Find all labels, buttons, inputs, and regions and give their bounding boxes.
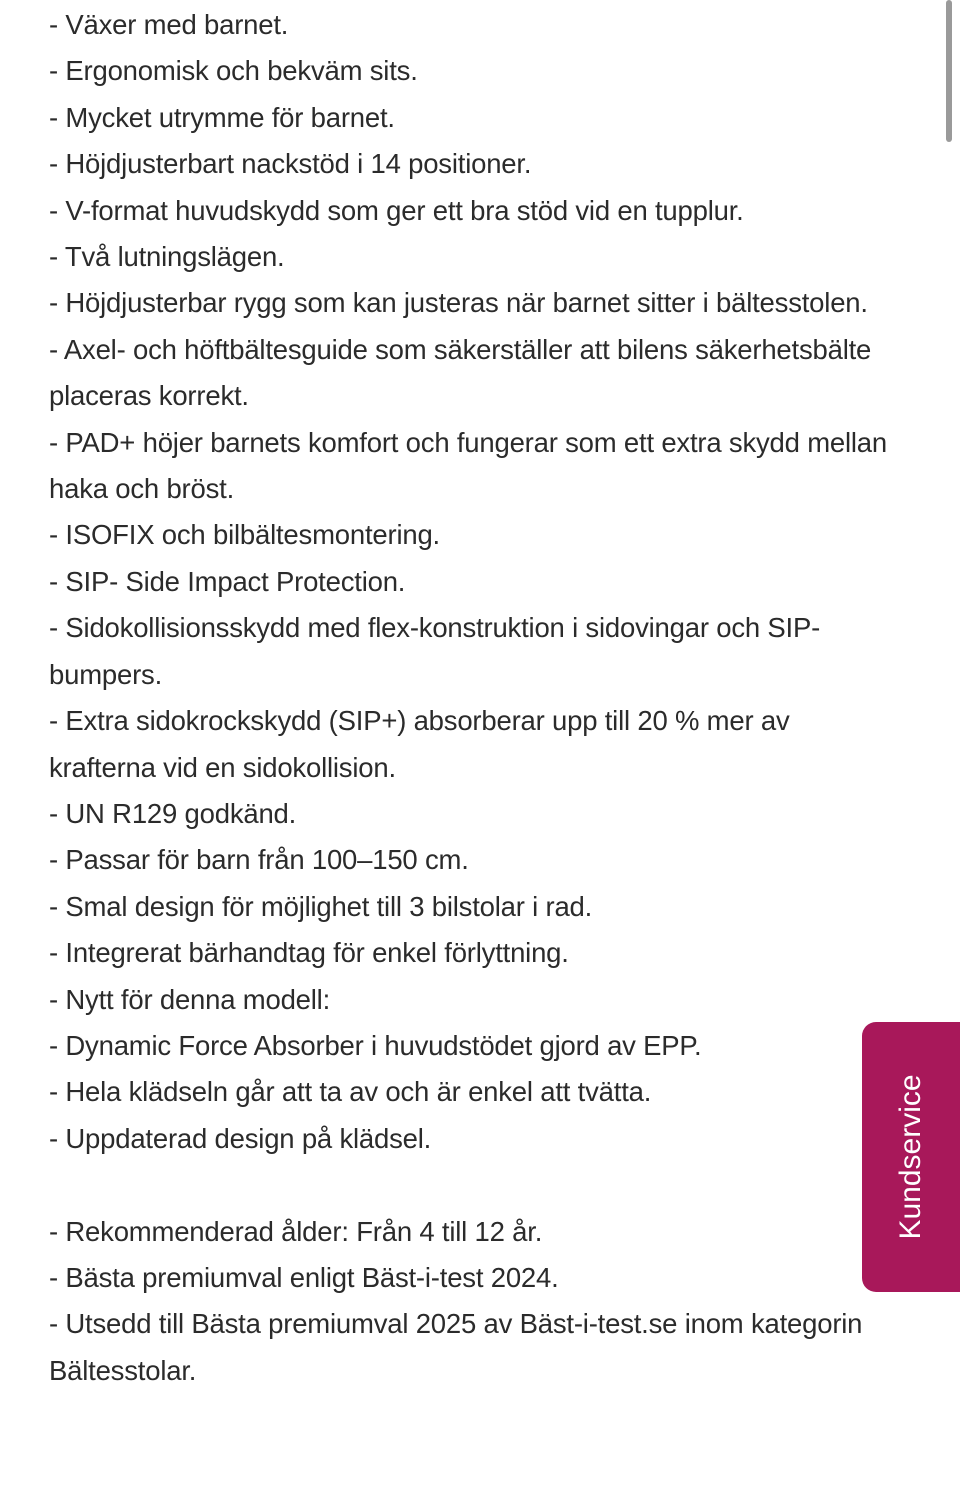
feature-item: - Höjdjusterbar rygg som kan justeras när barnet sitter i bältesstolen. xyxy=(49,287,868,319)
feature-item: - Ergonomisk och bekväm sits. xyxy=(49,55,418,87)
product-feature-list xyxy=(49,2,899,1394)
feature-item: - ISOFIX och bilbältesmontering. xyxy=(49,519,440,551)
extra-item: - Utsedd till Bästa premiumval 2025 av Bäst-i-test.se inom kategorin Bältesstolar. xyxy=(49,1308,863,1386)
blank-line xyxy=(49,1162,899,1208)
feature-item: - Axel- och höftbältesguide som säkerställer att bilens säkerhetsbälte placeras korrekt. xyxy=(49,333,872,412)
feature-item: - Växer med barnet. xyxy=(49,9,289,40)
kundservice-button[interactable] xyxy=(862,1022,960,1292)
feature-item: - Extra sidokrockskydd (SIP+) absorberar upp till 20 % mer av krafterna vid en sidokollision. xyxy=(49,705,790,783)
feature-item: - Hela klädseln går att ta av och är enkel att tvätta. xyxy=(49,1076,652,1108)
feature-item: - Sidokollisionsskydd med flex-konstruktion i sidovingar och SIP-bumpers. xyxy=(49,612,821,690)
extra-item: - Bästa premiumval enligt Bäst-i-test 2024. xyxy=(49,1261,559,1293)
extra-item: - Rekommenderad ålder: Från 4 till 12 år. xyxy=(49,1215,543,1247)
feature-item: - UN R129 godkänd. xyxy=(49,797,297,829)
scrollbar-thumb[interactable] xyxy=(946,0,952,142)
feature-item: - Höjdjusterbart nackstöd i 14 positioner. xyxy=(49,148,532,180)
feature-item: - Uppdaterad design på klädsel. xyxy=(49,1122,432,1154)
feature-item: - Två lutningslägen. xyxy=(49,241,285,273)
kundservice-label: Kundservice xyxy=(894,1074,927,1240)
feature-item: - SIP- Side Impact Protection. xyxy=(49,565,406,597)
feature-item: - Dynamic Force Absorber i huvudstödet gjord av EPP. xyxy=(49,1029,702,1061)
feature-item: - PAD+ höjer barnets komfort och fungerar som ett extra skydd mellan haka och bröst. xyxy=(49,426,888,505)
feature-item: - Passar för barn från 100–150 cm. xyxy=(49,844,469,876)
feature-item: - Integrerat bärhandtag för enkel förlyttning. xyxy=(49,937,569,969)
feature-item: - Smal design för möjlighet till 3 bilstolar i rad. xyxy=(49,890,593,922)
feature-item: - Mycket utrymme för barnet. xyxy=(49,101,395,133)
feature-item: - V-format huvudskydd som ger ett bra stöd vid en tupplur. xyxy=(49,194,744,226)
feature-item: - Nytt för denna modell: xyxy=(49,983,331,1015)
